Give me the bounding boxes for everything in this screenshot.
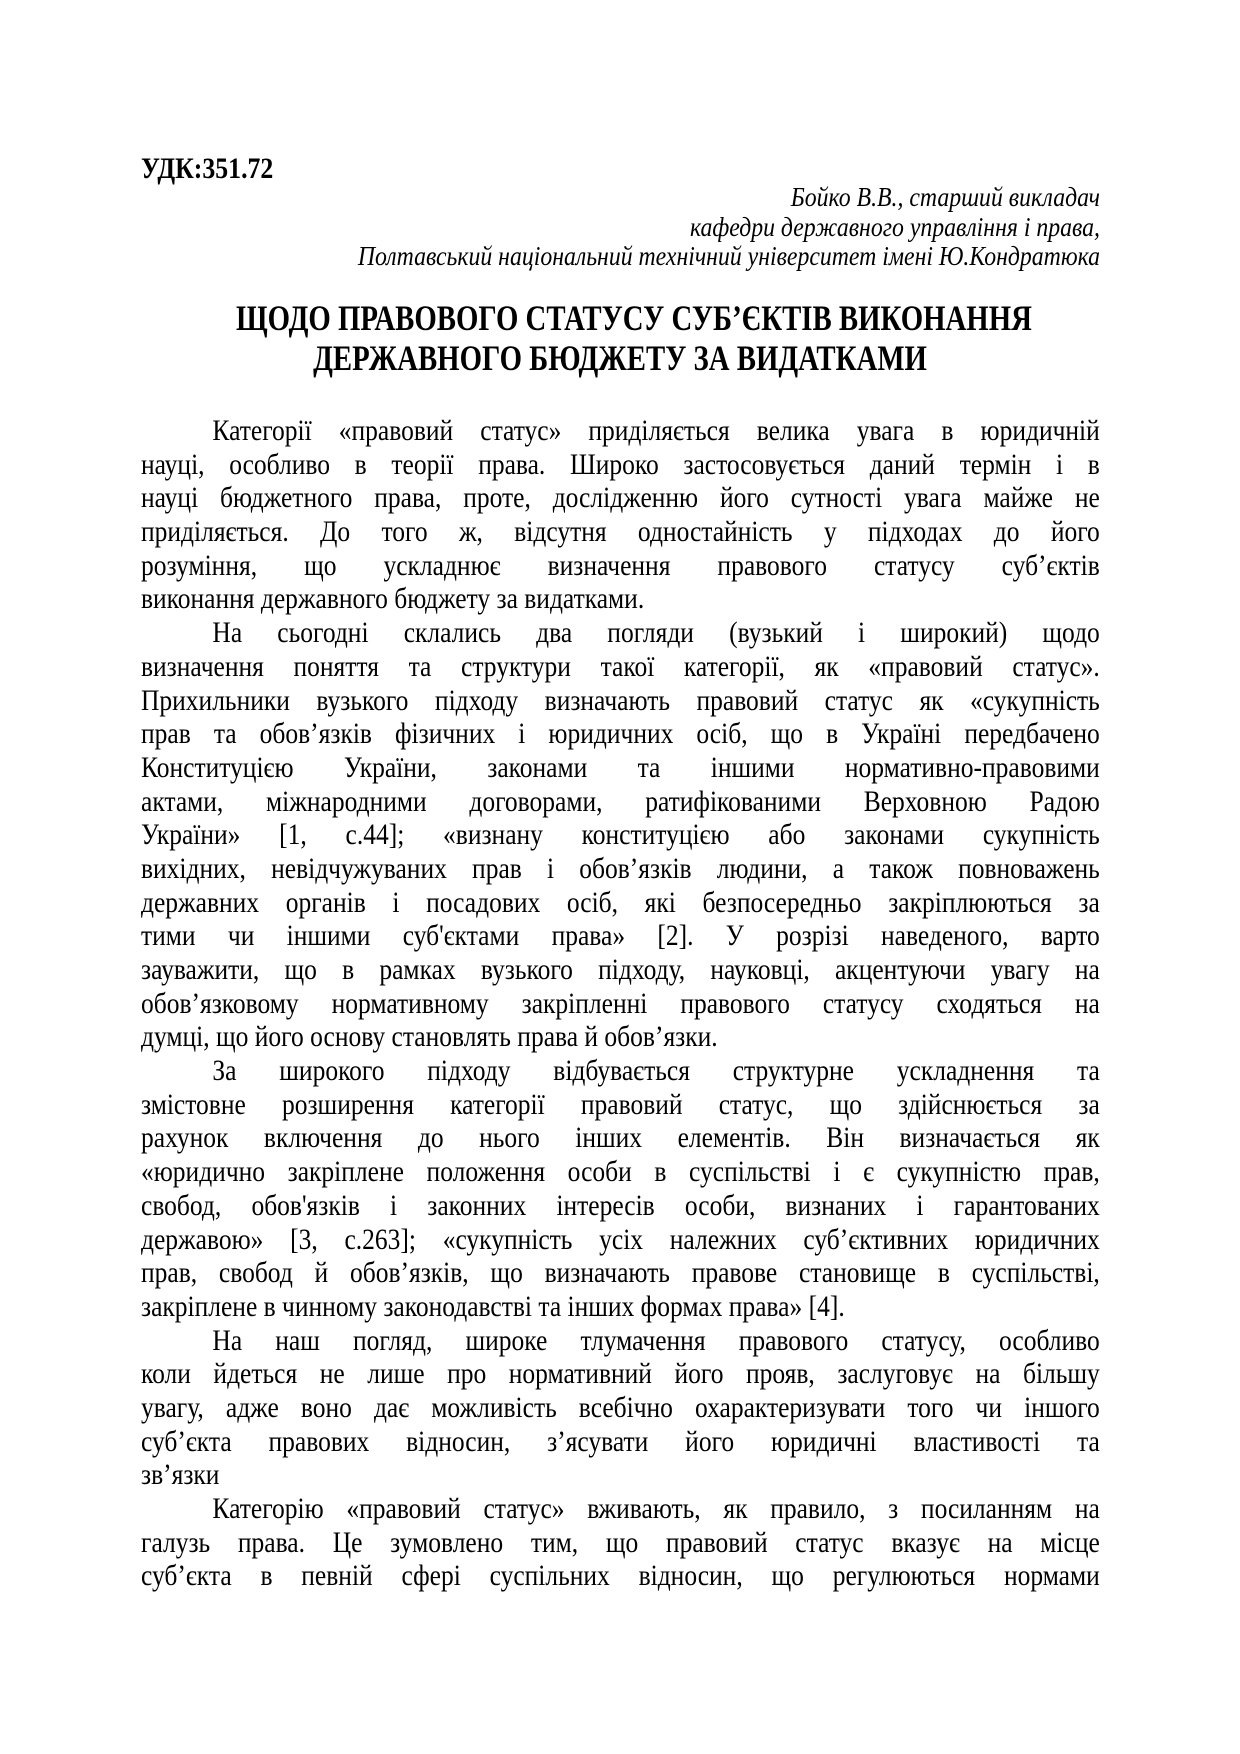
paragraph-line: прав, свобод й обов’язків, що визначають правове становище в суспільстві, bbox=[141, 1256, 1100, 1290]
paragraph bbox=[141, 1492, 1100, 1593]
paragraph-line: На сьогодні склались два погляди (вузький і широкий) щодо bbox=[212, 616, 1100, 650]
paragraph-line: державних органів і посадових осіб, які безпосередньо закріплюються за bbox=[141, 885, 1100, 919]
paragraph-line: змістовне розширення категорії правовий статус, що здійснюється за bbox=[141, 1087, 1100, 1121]
paragraph-line: коли йдеться не лише про нормативний його прояв, заслуговує на більшу bbox=[141, 1357, 1100, 1391]
paragraph-line: думці, що його основу становлять права й обов’язки. bbox=[141, 1020, 718, 1054]
paragraph-line: виконання державного бюджету за видатками. bbox=[141, 582, 645, 616]
paragraph-line: свобод, обов'язків і законних інтересів особи, визнаних і гарантованих bbox=[141, 1188, 1100, 1222]
article-title bbox=[140, 298, 1100, 378]
paragraph bbox=[141, 1054, 1100, 1324]
paragraph-line: прав та обов’язків фізичних і юридичних осіб, що в Україні передбачено bbox=[141, 717, 1100, 751]
paragraph-line: увагу, адже воно дає можливість всебічно охарактеризувати того чи іншого bbox=[141, 1390, 1100, 1424]
paragraph-line: закріплене в чинному законодавстві та інших формах права» [4]. bbox=[141, 1289, 845, 1323]
paragraph-line: науці бюджетного права, проте, дослідженню його сутності увага майже не bbox=[141, 481, 1100, 515]
paragraph-line: рахунок включення до нього інших елементів. Він визначається як bbox=[141, 1121, 1100, 1155]
paragraph bbox=[141, 616, 1100, 1054]
article-body bbox=[141, 414, 1100, 1593]
title-line: ЩОДО ПРАВОВОГО СТАТУСУ СУБ’ЄКТІВ ВИКОНАННЯ bbox=[236, 298, 1032, 338]
paragraph-line: обов’язковому нормативному закріпленні правового статусу сходяться на bbox=[141, 986, 1100, 1020]
paragraph-line: актами, міжнародними договорами, ратифікованими Верховною Радою bbox=[141, 784, 1100, 818]
paragraph-line: тими чи іншими суб'єктами права» [2]. У розрізі наведеного, варто bbox=[141, 919, 1100, 953]
author-university: Полтавський національний технічний університет імені Ю.Кондратюка bbox=[357, 241, 1100, 271]
paragraph-line: державою» [3, с.263]; «сукупність усіх належних суб’єктивних юридичних bbox=[141, 1222, 1100, 1256]
paragraph-line: розуміння, що ускладнює визначення правового статусу суб’єктів bbox=[141, 548, 1100, 582]
paragraph-line: На наш погляд, широке тлумачення правового статусу, особливо bbox=[212, 1323, 1100, 1357]
paragraph-line: суб’єкта правових відносин, з’ясувати його юридичні властивості та bbox=[141, 1424, 1100, 1458]
paragraph-line: визначення поняття та структури такої категорії, як «правовий статус». bbox=[141, 649, 1100, 683]
author-name-position: Бойко В.В., старший викладач bbox=[790, 182, 1100, 212]
udc-code: УДК:351.72 bbox=[141, 152, 274, 185]
paragraph bbox=[141, 414, 1100, 616]
paragraph bbox=[141, 1324, 1100, 1492]
paragraph-line: За широкого підходу відбувається структурне ускладнення та bbox=[212, 1054, 1100, 1088]
paragraph-line: Категорії «правовий статус» приділяється велика увага в юридичній bbox=[212, 414, 1100, 447]
paragraph-line: галузь права. Це зумовлено тим, що правовий статус вказує на місце bbox=[141, 1525, 1100, 1559]
paragraph-line: зв’язки bbox=[141, 1458, 220, 1492]
author-department: кафедри державного управління і права, bbox=[689, 211, 1100, 242]
paragraph-line: вихідних, невідчужуваних прав і обов’язків людини, а також повноважень bbox=[141, 851, 1100, 885]
title-line: ДЕРЖАВНОГО БЮДЖЕТУ ЗА ВИДАТКАМИ bbox=[313, 338, 927, 378]
paragraph-line: науці, особливо в теорії права. Широко застосовується даний термін і в bbox=[141, 447, 1100, 481]
paragraph-line: Категорію «правовий статус» вживають, як правило, з посиланням на bbox=[212, 1492, 1100, 1525]
paragraph-line: Конституцією України, законами та іншими нормативно-правовими bbox=[141, 750, 1100, 784]
paragraph-line: зауважити, що в рамках вузького підходу, науковці, акцентуючи увагу на bbox=[141, 953, 1100, 986]
paragraph-line: суб’єкта в певній сфері суспільних відносин, що регулюються нормами bbox=[141, 1559, 1100, 1593]
paragraph-line: Прихильники вузького підходу визначають правовий статус як «сукупність bbox=[141, 683, 1100, 717]
author-block bbox=[140, 183, 1100, 272]
paragraph-line: «юридично закріплене положення особи в суспільстві і є сукупністю прав, bbox=[141, 1155, 1100, 1189]
paragraph-line: України» [1, с.44]; «визнану конституцією або законами сукупність bbox=[141, 818, 1100, 852]
paragraph-line: приділяється. До того ж, відсутня одностайність у підходах до його bbox=[141, 515, 1100, 549]
